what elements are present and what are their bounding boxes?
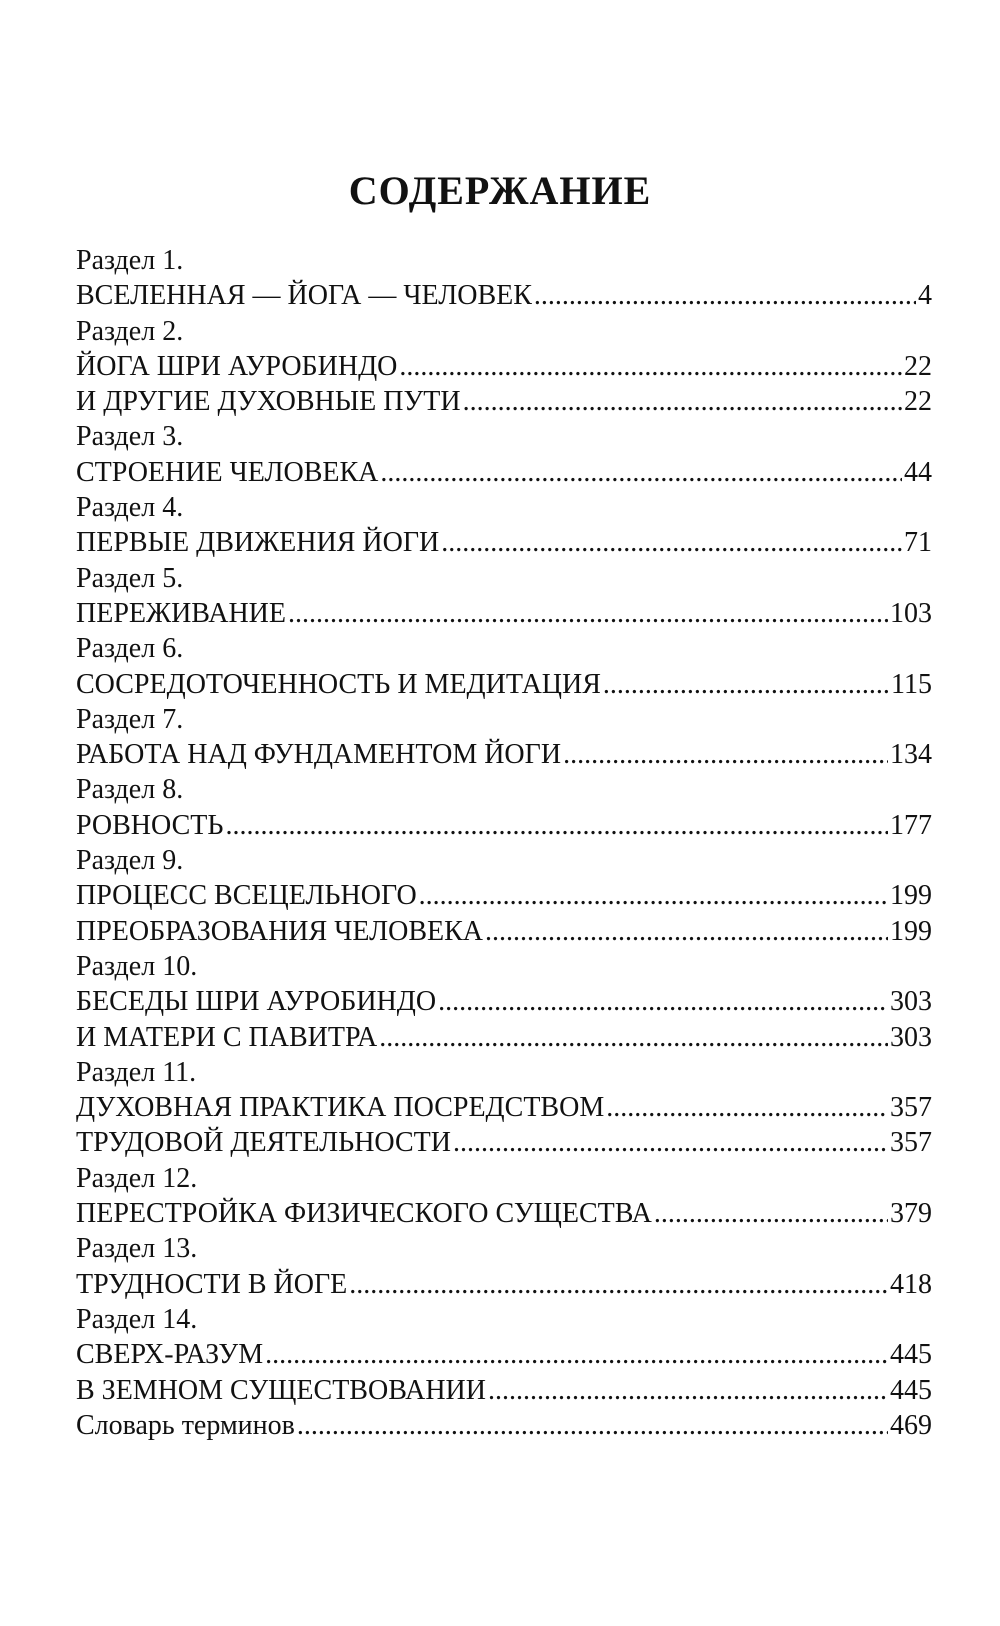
toc-entry: [76, 525, 932, 560]
toc-page-number: 115: [891, 668, 932, 700]
section-label: [76, 772, 932, 807]
section-label-text: Раздел 13.: [76, 1233, 198, 1265]
toc-entry: [76, 1125, 932, 1160]
section-label: [76, 1231, 932, 1266]
section-label-text: Раздел 10.: [76, 950, 198, 982]
dot-leader: [438, 984, 888, 1019]
toc-entry-title: РОВНОСТЬ: [76, 809, 224, 841]
toc-entry: [76, 914, 932, 949]
toc-entry-title: И ДРУГИЕ ДУХОВНЫЕ ПУТИ: [76, 386, 461, 418]
dot-leader: [288, 596, 888, 631]
toc-entry-title: СВЕРХ-РАЗУМ: [76, 1339, 264, 1371]
toc-entry: [76, 596, 932, 631]
toc-entry: [76, 1196, 932, 1231]
dot-leader: [534, 278, 916, 313]
toc-page-number: 357: [890, 1127, 932, 1159]
dot-leader: [419, 878, 888, 913]
toc-page-number: 357: [890, 1092, 932, 1124]
section-label: [76, 1302, 932, 1337]
toc-entry-title: БЕСЕДЫ ШРИ АУРОБИНДО: [76, 986, 437, 1018]
toc-page-number: 177: [890, 809, 932, 841]
section-label: [76, 949, 932, 984]
toc-entry: [76, 278, 932, 313]
toc-entry: [76, 384, 932, 419]
toc-entry-title: СОСРЕДОТОЧЕННОСТЬ И МЕДИТАЦИЯ: [76, 668, 601, 700]
section-label-text: Раздел 11.: [76, 1056, 197, 1088]
toc-page-number: 71: [904, 527, 932, 559]
dot-leader: [485, 914, 888, 949]
toc-entry-title: Словарь терминов: [76, 1409, 295, 1441]
section-label-text: Раздел 6.: [76, 633, 184, 665]
toc-entry-title: ПРЕОБРАЗОВАНИЯ ЧЕЛОВЕКА: [76, 915, 484, 947]
toc-page-number: 303: [890, 1021, 932, 1053]
section-label: [76, 631, 932, 666]
toc-page-number: 469: [890, 1409, 932, 1441]
dot-leader: [380, 455, 902, 490]
toc-entry: [76, 1020, 932, 1055]
toc-entry-title: ТРУДНОСТИ В ЙОГЕ: [76, 1268, 348, 1300]
dot-leader: [603, 667, 889, 702]
toc-entry-title: ПЕРЕЖИВАНИЕ: [76, 597, 286, 629]
toc-page-number: 445: [890, 1339, 932, 1371]
section-label: [76, 561, 932, 596]
toc-entry-title: ПРОЦЕСС ВСЕЦЕЛЬНОГО: [76, 880, 417, 912]
toc-entry: [76, 1373, 932, 1408]
toc-entry-title: РАБОТА НАД ФУНДАМЕНТОМ ЙОГИ: [76, 739, 562, 771]
dot-leader: [654, 1196, 888, 1231]
toc-page-number: 22: [904, 350, 932, 382]
dot-leader: [297, 1408, 888, 1443]
toc-entry-title: ЙОГА ШРИ АУРОБИНДО: [76, 350, 398, 382]
toc-page-number: 103: [890, 597, 932, 629]
toc-entry-title: СТРОЕНИЕ ЧЕЛОВЕКА: [76, 456, 379, 488]
toc-page-number: 418: [890, 1268, 932, 1300]
dot-leader: [399, 349, 902, 384]
toc-entry-title: ТРУДОВОЙ ДЕЯТЕЛЬНОСТИ: [76, 1127, 451, 1159]
toc-page-number: 4: [918, 280, 932, 312]
toc-entry-title: ДУХОВНАЯ ПРАКТИКА ПОСРЕДСТВОМ: [76, 1092, 605, 1124]
dot-leader: [563, 737, 888, 772]
toc-page-number: 445: [890, 1374, 932, 1406]
toc-page-number: 199: [890, 915, 932, 947]
section-label-text: Раздел 12.: [76, 1162, 198, 1194]
dot-leader: [379, 1020, 888, 1055]
toc-entry: [76, 1408, 932, 1443]
section-label: [76, 1055, 932, 1090]
dot-leader: [606, 1090, 888, 1125]
dot-leader: [349, 1267, 888, 1302]
dot-leader: [463, 384, 902, 419]
toc-page-number: 44: [904, 456, 932, 488]
section-label-text: Раздел 3.: [76, 421, 184, 453]
toc-page-number: 22: [904, 386, 932, 418]
section-label-text: Раздел 5.: [76, 562, 184, 594]
section-label: [76, 1161, 932, 1196]
section-label: [76, 843, 932, 878]
section-label: [76, 314, 932, 349]
section-label: [76, 243, 932, 278]
dot-leader: [225, 808, 888, 843]
toc-entry: [76, 1090, 932, 1125]
section-label-text: Раздел 4.: [76, 492, 184, 524]
section-label: [76, 702, 932, 737]
toc-entry-title: ВСЕЛЕННАЯ — ЙОГА — ЧЕЛОВЕК: [76, 280, 532, 312]
dot-leader: [488, 1373, 888, 1408]
toc-page-number: 379: [890, 1198, 932, 1230]
section-label-text: Раздел 14.: [76, 1303, 198, 1335]
section-label-text: Раздел 9.: [76, 845, 184, 877]
section-label-text: Раздел 1.: [76, 245, 184, 276]
section-label-text: Раздел 2.: [76, 315, 184, 347]
toc-page-number: 199: [890, 880, 932, 912]
toc-entry-title: В ЗЕМНОМ СУЩЕСТВОВАНИИ: [76, 1374, 486, 1406]
toc-entry: [76, 878, 932, 913]
toc-entry: [76, 737, 932, 772]
section-label: [76, 490, 932, 525]
dot-leader: [441, 525, 902, 560]
toc-entry-title: ПЕРВЫЕ ДВИЖЕНИЯ ЙОГИ: [76, 527, 440, 559]
dot-leader: [265, 1337, 888, 1372]
toc-entry: [76, 984, 932, 1019]
toc-entry-title: И МАТЕРИ С ПАВИТРА: [76, 1021, 378, 1053]
toc-entry: [76, 1267, 932, 1302]
dot-leader: [453, 1125, 888, 1160]
toc-entry: [76, 455, 932, 490]
section-label-text: Раздел 8.: [76, 774, 184, 806]
toc-page-number: 303: [890, 986, 932, 1018]
toc-entry: [76, 667, 932, 702]
page-title: СОДЕРЖАНИЕ: [348, 167, 652, 213]
table-of-contents: [76, 243, 932, 1443]
section-label-text: Раздел 7.: [76, 703, 184, 735]
toc-entry: [76, 1337, 932, 1372]
toc-entry-title: ПЕРЕСТРОЙКА ФИЗИЧЕСКОГО СУЩЕСТВА: [76, 1198, 652, 1230]
toc-entry: [76, 808, 932, 843]
toc-page-number: 134: [890, 739, 932, 771]
toc-entry: [76, 349, 932, 384]
section-label: [76, 419, 932, 454]
